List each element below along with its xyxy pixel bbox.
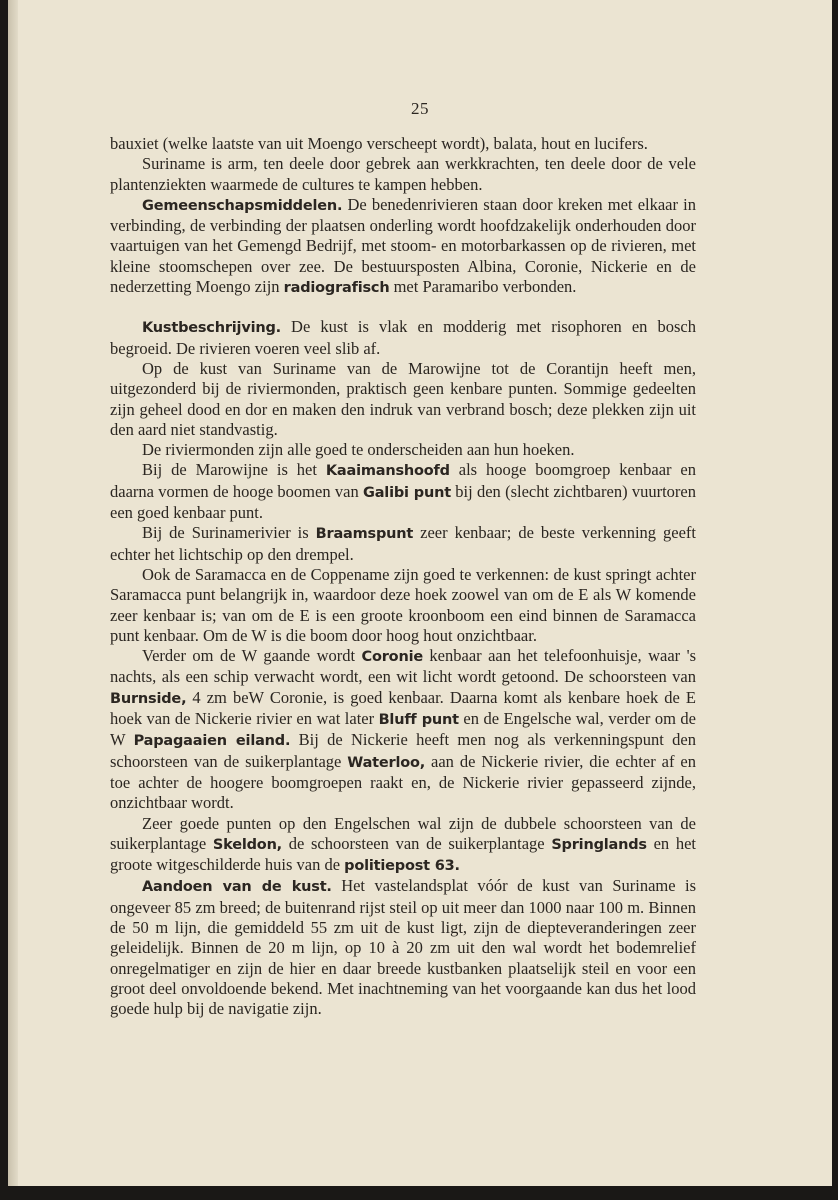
paragraph: Zeer goede punten op den Engelschen wal zijn de dubbele schoorsteen van de suikerplantage Skeldon, de schoorsteen van de suikerplantage Springlands en het groote witgeschilderde huis van de politiepost 63. xyxy=(110,813,697,875)
bold-term: Springlands xyxy=(551,836,647,853)
paragraph: Suriname is arm, ten deele door gebrek aan werkkrachten, ten deele door de vele plantenziekten waarmede de cultures te kampen hebben. xyxy=(110,154,696,194)
paragraph: bauxiet (welke laatste van uit Moengo verscheept wordt), balata, hout en lucifers. xyxy=(110,134,648,153)
document-page xyxy=(8,0,832,1186)
bold-term: Skeldon, xyxy=(212,836,282,853)
bold-term: Kaaimanshoofd xyxy=(325,463,450,480)
bold-term: Burnside, xyxy=(110,690,187,707)
bold-term: Braamspunt xyxy=(315,526,414,543)
bold-term: Papagaaien eiland. xyxy=(133,733,291,750)
paragraph-gemeenschapsmiddelen: Gemeenschapsmiddelen. De benedenrivieren staan door kreken met elkaar in verbinding, de verbinding der plaatsen onderling wordt hoofdzakelijk onderhouden door vaartuigen van het Gemengd Bedrijf, met stoom- en motorbarkassen op de rivieren, met kleine stoomschepen over zee. De bestuursposten Albina, Coronie, Nickerie en de nederzetting Moengo zijn radiografisch met Paramaribo verbonden. xyxy=(110,194,696,297)
bold-term: Waterloo, xyxy=(347,754,426,771)
paragraph: Verder om de W gaande wordt Coronie kenbaar aan het telefoonhuisje, waar 's nachts, als een schip verwacht wordt, een wit licht wordt getoond. De schoorsteen van Burnside, 4 zm beW Coronie, is goed kenbaar. Daarna komt als kenbare hoek de E hoek van de Nickerie rivier en wat later Bluff punt en de Engelsche wal, verder om de W Papagaaien eiland. Bij de Nickerie heeft men nog als verkenningspunt den schoorsteen van de suikerplantage Waterloo, aan de Nickerie rivier, die echter af en toe achter de hoogere boomgroepen raakt en, de Nickerie rivier gepasseerd zijnde, onzichtbaar wordt. xyxy=(110,646,696,813)
paragraph-kustbeschrijving: Kustbeschrijving. De kust is vlak en modderig met risophoren en bosch begroeid. De rivieren voeren veel slib af. xyxy=(110,317,696,358)
paragraph: De riviermonden zijn alle goed te onderscheiden aan hun hoeken. xyxy=(142,440,575,460)
body-text xyxy=(110,134,696,1019)
bold-term: radiografisch xyxy=(283,280,390,297)
section-heading: Aandoen van de kust. xyxy=(142,879,332,896)
paragraph: Op de kust van Suriname van de Marowijne tot de Corantijn heeft men, uitgezonderd bij de riviermonden, praktisch geen kenbare punten. Sommige gedeelten zijn geheel dood en dor en maken den indruk van verbrand bosch; deze plekken zijn uit den aard niet standvastig. xyxy=(110,358,696,439)
book-spine-shadow xyxy=(8,0,18,1186)
section-heading: Gemeenschapsmiddelen. xyxy=(142,197,343,214)
section-heading: Kustbeschrijving. xyxy=(142,320,281,337)
paragraph: Bij de Surinamerivier is Braamspunt zeer kenbaar; de beste verkenning geeft echter het lichtschip op den drempel. xyxy=(110,523,696,564)
bold-term: politiepost 63. xyxy=(344,858,460,875)
bold-term: Bluff punt xyxy=(378,712,459,729)
page-number: 25 xyxy=(411,99,429,118)
paragraph: Bij de Marowijne is het Kaaimanshoofd als hooge boomgroep kenbaar en daarna vormen de hooge boomen van Galibi punt bij den (slecht zichtbaren) vuurtoren een goed kenbaar punt. xyxy=(110,460,697,523)
bold-term: Coronie xyxy=(361,649,423,666)
paragraph: Ook de Saramacca en de Coppename zijn goed te verkennen: de kust springt achter Saramacca punt belangrijk in, waardoor deze hoek zoowel van om de E als W komende zeer kenbaar is; van om de E is een groote kroonboom een eind binnen de Saramacca punt kenbaar. Om de W is die boom door hoog hout onzichtbaar. xyxy=(110,564,696,645)
bold-term: Galibi punt xyxy=(363,484,451,501)
paragraph-aandoen-van-de-kust: Aandoen van de kust. Het vastelandsplat vóór de kust van Suriname is ongeveer 85 zm breed; de buitenrand rijst steil op uit meer dan 1000 naar 100 m. Binnen de 50 m lijn, die gemiddeld 55 zm uit de kust ligt, zijn de diepteveranderingen zeer geleidelijk. Binnen de 20 m lijn, op 10 à 20 zm uit den wal wordt het bodemrelief onregelmatiger en zijn de hier en daar breede kustbanken plaatselijk steil en voor een groot deel onvoldoende bekend. Met inachtneming van het voorgaande kan dus het lood goede hulp bij de navigatie zijn. xyxy=(110,876,697,1019)
